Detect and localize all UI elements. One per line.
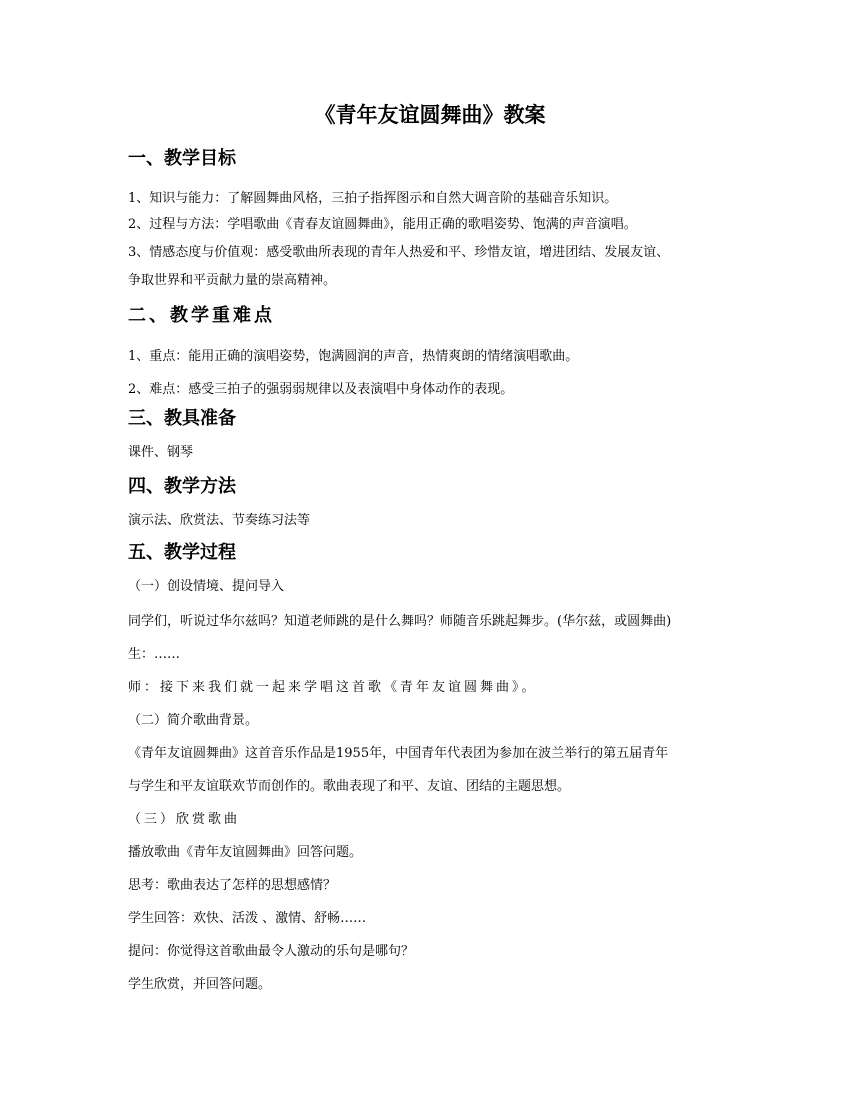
goal-line-2: 2、过程与方法：学唱歌曲《青春友谊圆舞曲》，能用正确的歌唱姿势、饱满的声音演唱。 <box>128 217 637 232</box>
process-line-9: 播放歌曲《青年友谊圆舞曲》回答问题。 <box>128 845 363 860</box>
process-line-8: （三）欣赏歌曲 <box>128 812 241 827</box>
process-line-7: 与学生和平友谊联欢节而创作的。歌曲表现了和平、友谊、团结的主题思想。 <box>128 779 571 794</box>
goal-line-1: 1、知识与能力：了解圆舞曲风格，三拍子指挥图示和自然大调音阶的基础音乐知识。 <box>128 191 618 206</box>
heading-key-difficult-points: 二、教学重难点 <box>128 305 275 326</box>
process-line-5: （二）简介歌曲背景。 <box>128 713 259 728</box>
process-line-12: 提问：你觉得这首歌曲最令人激动的乐句是哪句？ <box>128 944 415 959</box>
teaching-aids-line: 课件、钢琴 <box>128 445 194 460</box>
process-line-1: （一）创设情境、提问导入 <box>128 579 285 594</box>
process-line-13: 学生欣赏，并回答问题。 <box>128 977 272 992</box>
process-line-10: 思考：歌曲表达了怎样的思想感情？ <box>128 878 337 893</box>
key-point-line: 1、重点：能用正确的演唱姿势，饱满圆润的声音，热情爽朗的情绪演唱歌曲。 <box>128 349 579 364</box>
process-line-6: 《青年友谊圆舞曲》这首音乐作品是1955年，中国青年代表团为参加在波兰举行的第五届青年 <box>128 746 669 761</box>
process-line-11: 学生回答：欢快、活泼 、激情、舒畅…… <box>128 911 367 926</box>
teaching-methods-line: 演示法、欣赏法、节奏练习法等 <box>128 513 311 528</box>
process-line-3: 生：…… <box>128 647 181 662</box>
goal-line-4: 争取世界和平贡献力量的崇高精神。 <box>128 273 337 288</box>
process-line-2: 同学们，听说过华尔兹吗？知道老师跳的是什么舞吗？师随音乐跳起舞步。(华尔兹，或圆舞曲) <box>128 614 672 629</box>
goal-line-3: 3、情感态度与价值观：感受歌曲所表现的青年人热爱和平、珍惜友谊，增进团结、发展友谊、 <box>128 245 670 260</box>
difficult-point-line: 2、难点：感受三拍子的强弱弱规律以及表演唱中身体动作的表现。 <box>128 382 514 397</box>
heading-teaching-methods: 四、教学方法 <box>128 476 236 497</box>
heading-teaching-aids: 三、教具准备 <box>128 408 236 429</box>
document-title: 《青年友谊圆舞曲》教案 <box>314 103 546 127</box>
heading-teaching-goals: 一、教学目标 <box>128 148 236 169</box>
heading-teaching-process: 五、教学过程 <box>128 542 236 563</box>
process-line-4: 师：接下来我们就一起来学唱这首歌《青年友谊圆舞曲》。 <box>128 680 538 695</box>
